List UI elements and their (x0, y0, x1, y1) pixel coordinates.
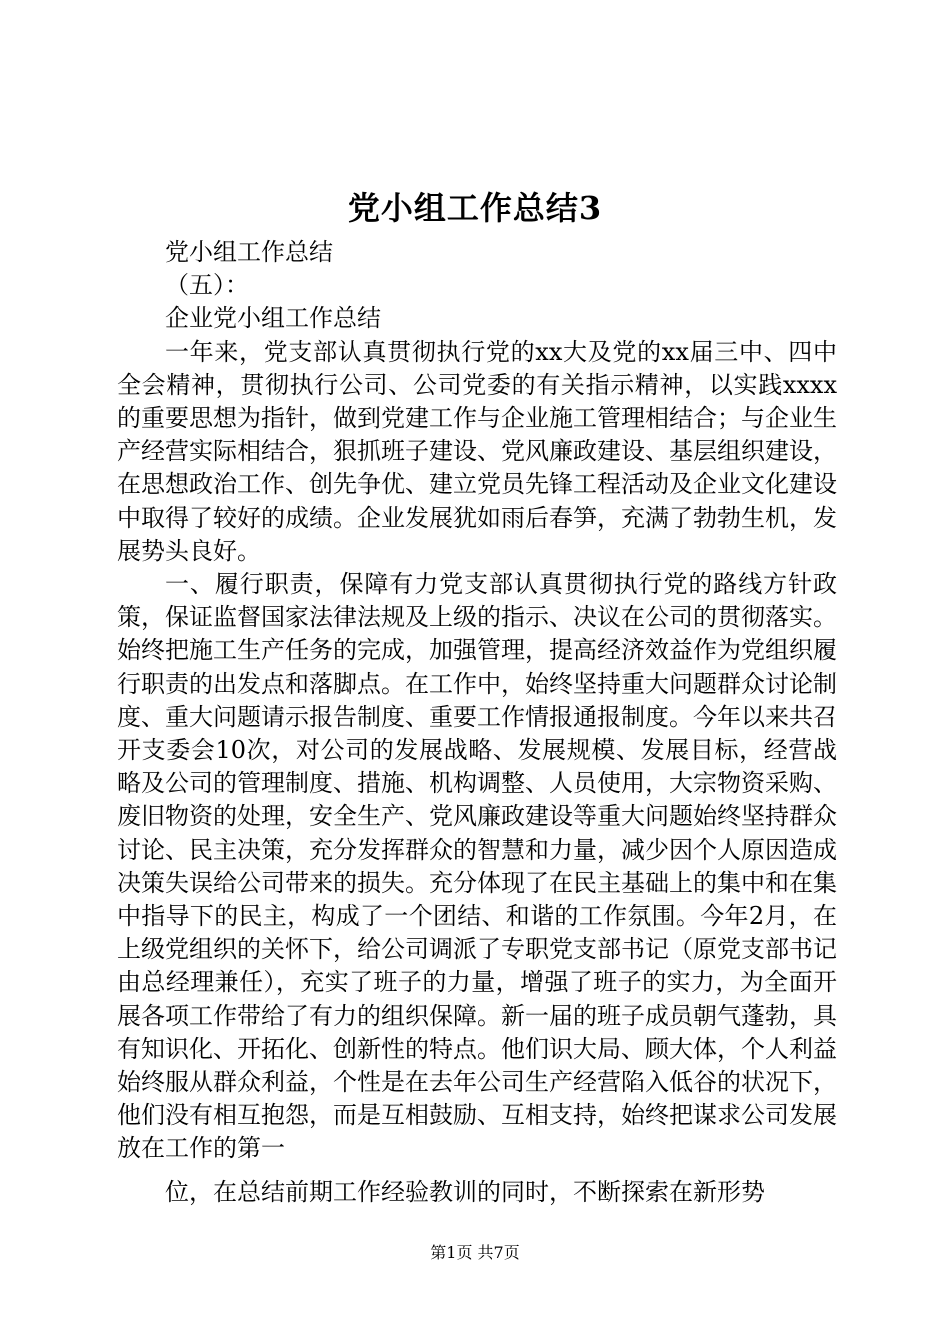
paragraph-subtitle: 党小组工作总结 (165, 238, 333, 266)
document-title: 党小组工作总结3 (347, 189, 603, 227)
paragraph-section-title: 企业党小组工作总结 (165, 304, 381, 333)
paragraph-continued: 位，在总结前期工作经验教训的同时，不断探索在新形势 (165, 1177, 765, 1206)
paragraph-duty: 一、履行职责，保障有力党支部认真贯彻执行党的路线方针政策，保证监督国家法律法规及上级的指示、决议在公司的贯彻落实。始终把施工生产任务的完成，加强管理，提高经济效益作为党组织履行职责的出发点和落脚点。在工作中，始终坚持重大问题群众讨论制度、重大问题请示报告制度、重要工作情报通报制度。今年以来共召开支委会10次，对公司的发展战略、发展规模、发展目标，经营战略及公司的管理制度、措施、机构调整、人员使用，大宗物资采购、废旧物资的处理，安全生产、党风廉政建设等重大问题始终坚持群众讨论、民主决策，充分发挥群众的智慧和力量，减少因个人原因造成决策失误给公司带来的损失。充分体现了在民主基础上的集中和在集中指导下的民主，构成了一个团结、和谐的工作氛围。今年2月，在上级党组织的关怀下，给公司调派了专职党支部书记（原党支部书记由总经理兼任），充实了班子的力量，增强了班子的实力，为全面开展各项工作带给了有力的组织保障。新一届的班子成员朝气蓬勃，具有知识化、开拓化、创新性的特点。他们识大局、顾大体，个人利益始终服从群众利益，个性是在去年公司生产经营陷入低谷的状况下，他们没有相互抱怨，而是互相鼓励、互相支持，始终把谋求公司发展放在工作的第一 (117, 570, 837, 1163)
paragraph-intro: 一年来，党支部认真贯彻执行党的xx大及党的xx届三中、四中全会精神，贯彻执行公司、公司党委的有关指示精神，以实践xxxx的重要思想为指针，做到党建工作与企业施工管理相结合；与企业生产经营实际相结合，狠抓班子建设、党风廉政建设、基层组织建设，在思想政治工作、创先争优、建立党员先锋工程活动及企业文化建设中取得了较好的成绩。企业发展犹如雨后春笋，充满了勃勃生机，发展势头良好。 (117, 337, 837, 565)
page-footer: 第1页 共7页 (430, 1243, 520, 1262)
document-body (117, 236, 837, 1209)
paragraph-section-number: （五）： (165, 271, 249, 300)
